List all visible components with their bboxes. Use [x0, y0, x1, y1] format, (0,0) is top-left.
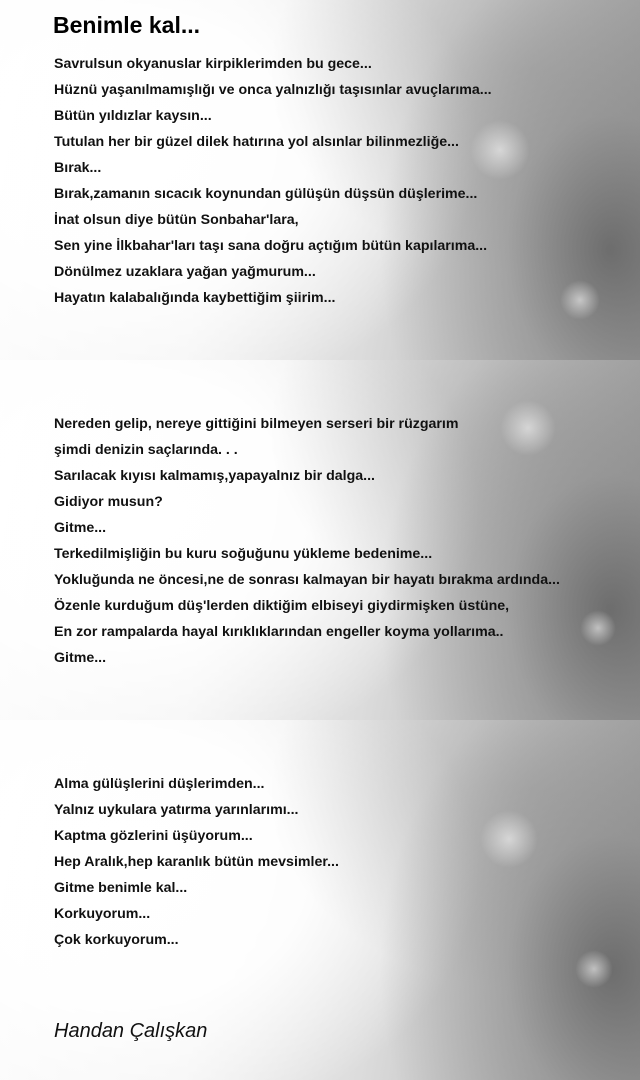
author-signature: Handan Çalışkan — [54, 1020, 208, 1042]
poem-line: Bütün yıldızlar kaysın... — [54, 108, 212, 124]
poem-line: En zor rampalarda hayal kırıklıklarından engeller koyma yollarıma.. — [54, 624, 504, 640]
poem-line: Çok korkuyorum... — [54, 932, 179, 948]
poem-line: Terkedilmişliğin bu kuru soğuğunu yükleme bedenime... — [54, 546, 433, 562]
poem-line: Sarılacak kıyısı kalmamış,yapayalnız bir dalga... — [54, 468, 375, 484]
stanza-panel-2 — [0, 360, 640, 720]
poem-line: Yokluğunda ne öncesi,ne de sonrası kalmayan bir hayatı bırakma ardında... — [54, 572, 560, 588]
stanza-panel-3 — [0, 720, 640, 1080]
poem-line: Hüznü yaşanılmamışlığı ve onca yalnızlığı taşısınlar avuçlarıma... — [54, 82, 492, 98]
bokeh-light — [560, 280, 600, 320]
poem-line: Bırak,zamanın sıcacık koynundan gülüşün düşsün düşlerime... — [54, 186, 478, 202]
poem-line: Gitme... — [54, 520, 107, 536]
poem-line: Hep Aralık,hep karanlık bütün mevsimler... — [54, 854, 339, 870]
stanza-panel-1 — [0, 0, 640, 360]
bokeh-light — [580, 610, 616, 646]
poem-line: Bırak... — [54, 160, 102, 176]
bokeh-light — [575, 950, 613, 988]
poem-line: Hayatın kalabalığında kaybettiğim şiirim... — [54, 290, 336, 306]
stanza-3 — [54, 776, 339, 958]
poem-line: şimdi denizin saçlarında. . . — [54, 442, 238, 458]
poem-title: Benimle kal... — [53, 12, 201, 38]
poem-line: Gidiyor musun? — [54, 494, 163, 510]
poem-line: İnat olsun diye bütün Sonbahar'lara, — [54, 212, 299, 228]
poem-line: Sen yine İlkbahar'ları taşı sana doğru açtığım bütün kapılarıma... — [54, 238, 488, 254]
poem-line: Korkuyorum... — [54, 906, 151, 922]
poem-line: Özenle kurduğum düş'lerden diktiğim elbiseyi giydirmişken üstüne, — [54, 598, 510, 614]
stanza-1 — [54, 56, 492, 316]
poem-line: Gitme benimle kal... — [54, 880, 188, 896]
stanza-2 — [54, 416, 560, 676]
poem-line: Gitme... — [54, 650, 107, 666]
poem-line: Dönülmez uzaklara yağan yağmurum... — [54, 264, 316, 280]
poem-line: Nereden gelip, nereye gittiğini bilmeyen serseri bir rüzgarım — [54, 416, 459, 432]
poem-line: Savrulsun okyanuslar kirpiklerimden bu gece... — [54, 56, 372, 72]
poem-line: Alma gülüşlerini düşlerimden... — [54, 776, 265, 792]
poem-line: Kaptma gözlerini üşüyorum... — [54, 828, 253, 844]
poem-line: Tutulan her bir güzel dilek hatırına yol alsınlar bilinmezliğe... — [54, 134, 459, 150]
poem-line: Yalnız uykulara yatırma yarınlarımı... — [54, 802, 299, 818]
bokeh-light — [480, 810, 538, 868]
